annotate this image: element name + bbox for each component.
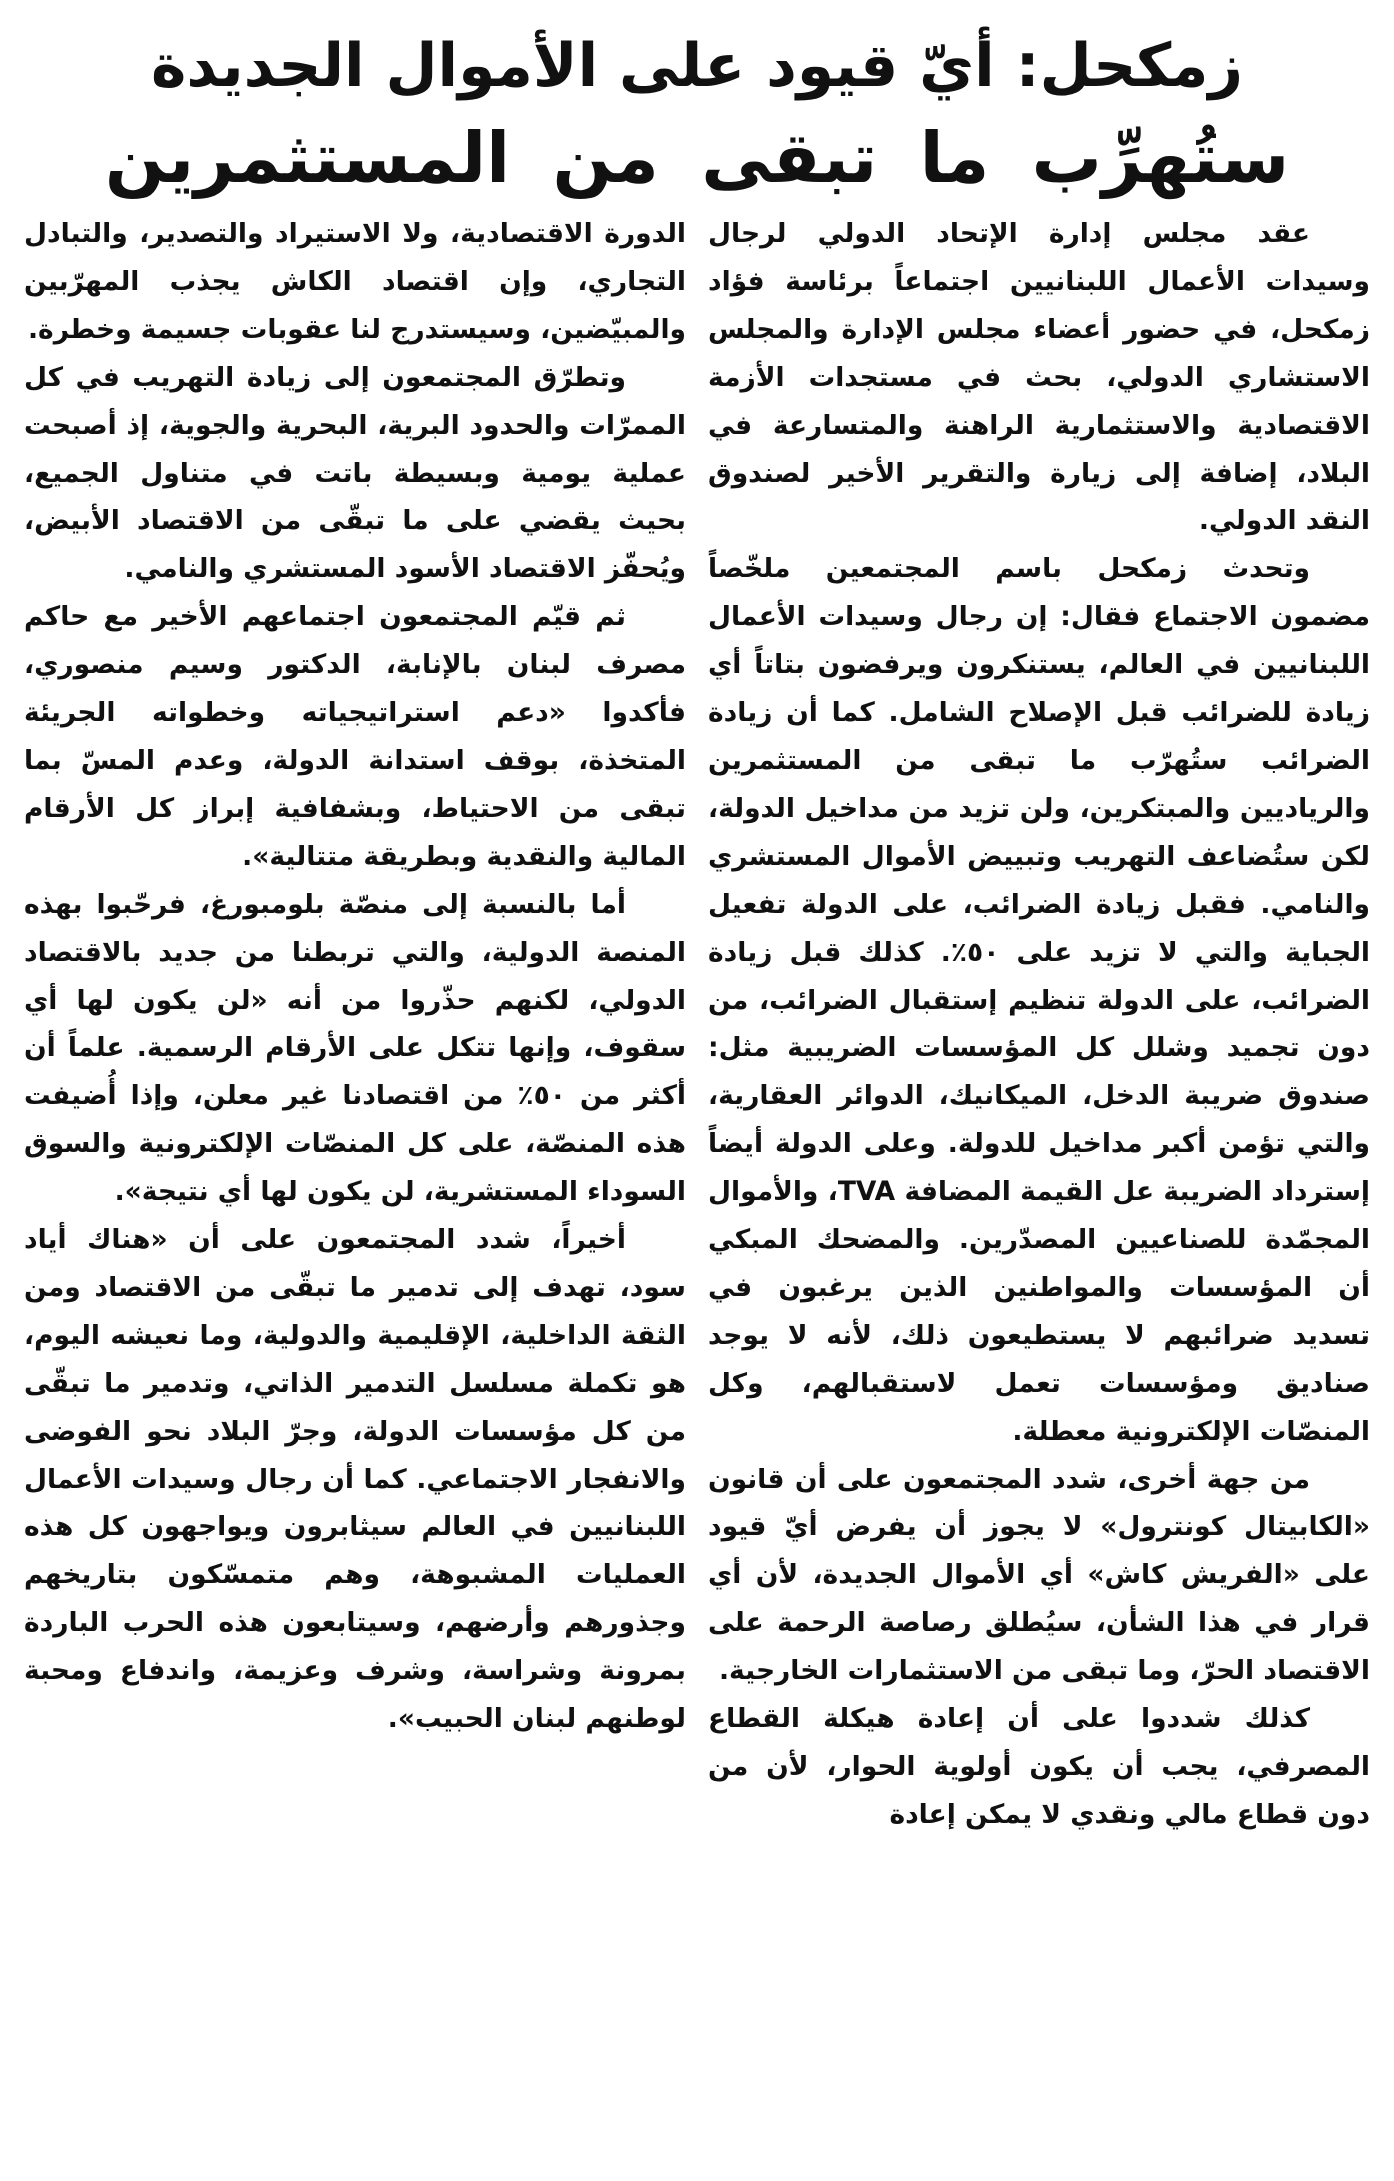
article-body	[24, 210, 1370, 2167]
headline-line-2: ستُهرِّب ما تبقى من المستثمرين	[104, 117, 1290, 199]
paragraph: الدورة الاقتصادية، ولا الاستيراد والتصدير، والتبادل التجاري، وإن اقتصاد الكاش يجذب المهرّبين والمبيّضين، وسيستدرج لنا عقوبات جسيمة وخطرة.	[24, 218, 686, 345]
column-left	[24, 210, 686, 2167]
paragraph: وتحدث زمكحل باسم المجتمعين ملخّصاً مضمون الاجتماع فقال: إن رجال وسيدات الأعمال اللبنانيين في العالم، يستنكرون ويرفضون بتاتاً أي زيادة للضرائب قبل الإصلاح الشامل. كما أن زيادة الضرائب ستُهرّب ما تبقى من المستثمرين والرياديين والمبتكرين، ولن تزيد من مداخيل الدولة، لكن ستُضاعف التهريب وتبييض الأموال المستشري والنامي. فقبل زيادة الضرائب، على الدولة تفعيل الجباية والتي لا تزيد على ٥٠٪. كذلك قبل زيادة الضرائب، على الدولة تنظيم إستقبال الضرائب، من دون تجميد وشلل كل المؤسسات الضريبية مثل: صندوق ضريبة الدخل، الميكانيك، الدوائر العقارية، والتي تؤمن أكبر مداخيل للدولة. وعلى الدولة أيضاً إسترداد الضريبة عل القيمة المضافة TVA، والأموال المجمّدة للصناعيين المصدّرين. والمضحك المبكي أن المؤسسات والمواطنين الذين يرغبون في تسديد ضرائبهم لا يستطيعون ذلك، لأنه لا يوجد صناديق ومؤسسات تعمل لاستقبالهم، وكل المنصّات الإلكترونية معطلة.	[708, 553, 1370, 1447]
paragraph: أما بالنسبة إلى منصّة بلومبورغ، فرحّبوا بهذه المنصة الدولية، والتي تربطنا من جديد بالاقتصاد الدولي، لكنهم حذّروا من أنه «لن يكون لها أي سقوف، وإنها تتكل على الأرقام الرسمية. علماً أن أكثر من ٥٠٪ من اقتصادنا غير معلن، وإذا أُضيفت هذه المنصّة، على كل المنصّات الإلكترونية والسوق السوداء المستشرية، لن يكون لها أي نتيجة».	[24, 888, 686, 1208]
paragraph: وتطرّق المجتمعون إلى زيادة التهريب في كل الممرّات والحدود البرية، البحرية والجوية، إذ أصبحت عملية يومية وبسيطة باتت في متناول الجميع، بحيث يقضي على ما تبقّى من الاقتصاد الأبيض، ويُحفّز الاقتصاد الأسود المستشري والنامي.	[24, 361, 686, 585]
paragraph: عقد مجلس إدارة الإتحاد الدولي لرجال وسيدات الأعمال اللبنانيين اجتماعاً برئاسة فؤاد زمكحل، في حضور أعضاء مجلس الإدارة والمجلس الاستشاري الدولي، بحث في مستجدات الأزمة الاقتصادية والاستثمارية الراهنة والمتسارعة في البلاد، إضافة إلى زيارة والتقرير الأخير لصندوق النقد الدولي.	[708, 218, 1370, 537]
column-right	[708, 210, 1370, 2167]
paragraph: من جهة أخرى، شدد المجتمعون على أن قانون «الكابيتال كونترول» لا يجوز أن يفرض أيّ قيود على «الفريش كاش» أي الأموال الجديدة، لأن أي قرار في هذا الشأن، سيُطلق رصاصة الرحمة على الاقتصاد الحرّ، وما تبقى من الاستثمارات الخارجية.	[708, 1463, 1370, 1687]
paragraph: أخيراً، شدد المجتمعون على أن «هناك أياد سود، تهدف إلى تدمير ما تبقّى من الاقتصاد ومن الثقة الداخلية، الإقليمية والدولية، وما نعيشه اليوم، هو تكملة مسلسل التدمير الذاتي، وتدمير ما تبقّى من كل مؤسسات الدولة، وجرّ البلاد نحو الفوضى والانفجار الاجتماعي. كما أن رجال وسيدات الأعمال اللبنانيين في العالم سيثابرون ويواجهون كل هذه العمليات المشبوهة، وهم متمسّكون بتاريخهم وجذورهم وأرضهم، وسيتابعون هذه الحرب الباردة بمرونة وشراسة، وشرف وعزيمة، واندفاع ومحبة لوطنهم لبنان الحبيب».	[24, 1224, 686, 1735]
headline-line-1: زمكحل: أيّ قيود على الأموال الجديدة	[151, 31, 1243, 101]
paragraph: ثم قيّم المجتمعون اجتماعهم الأخير مع حاكم مصرف لبنان بالإنابة، الدكتور وسيم منصوري، فأكدوا «دعم استراتيجياته وخطواته الجريئة المتخذة، بوقف استدانة الدولة، وعدم المسّ بما تبقى من الاحتياط، وبشفافية إبراز كل الأرقام المالية والنقدية وبطريقة متتالية».	[24, 601, 686, 872]
paragraph: كذلك شددوا على أن إعادة هيكلة القطاع المصرفي، يجب أن يكون أولوية الحوار، لأن من دون قطاع مالي ونقدي لا يمكن إعادة	[708, 1703, 1370, 1830]
